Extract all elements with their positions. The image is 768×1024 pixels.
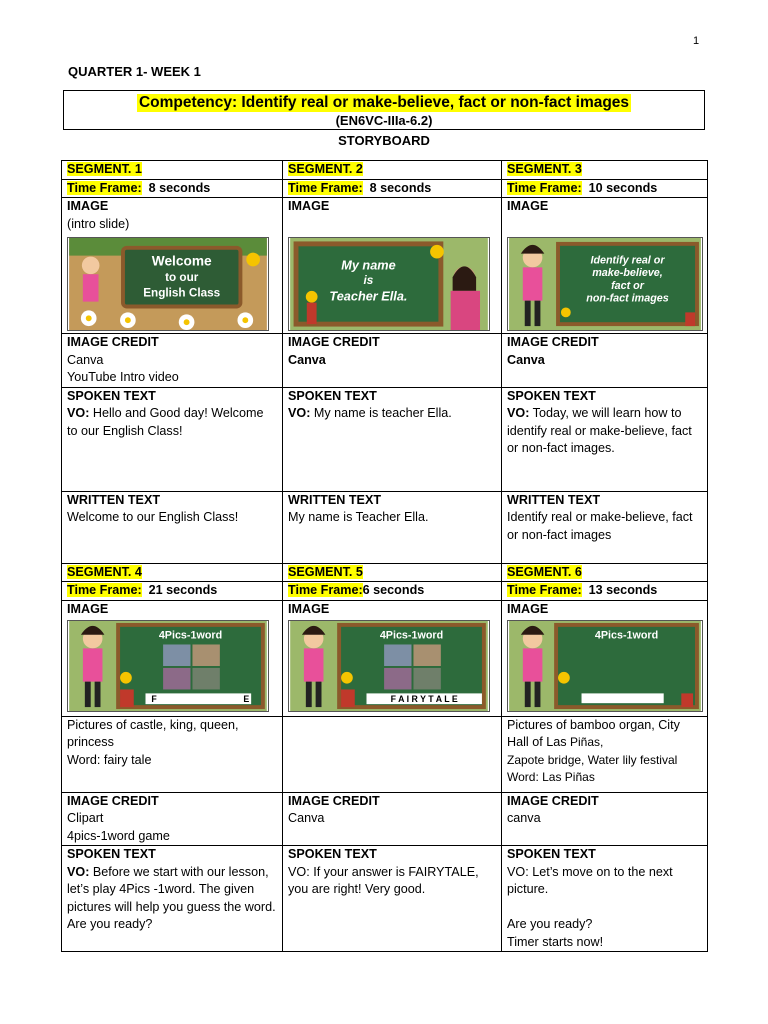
svg-text:Identify real or: Identify real or bbox=[590, 253, 665, 266]
segment-1-written: WRITTEN TEXT Welcome to our English Class! bbox=[62, 491, 283, 563]
segment-3-time: Time Frame: 10 seconds bbox=[502, 179, 708, 198]
table-row bbox=[62, 582, 708, 601]
svg-text:is: is bbox=[363, 273, 374, 287]
segment-2-credit: IMAGE CREDIT Canva bbox=[283, 334, 502, 388]
segment-4-thumbnail bbox=[67, 620, 269, 712]
segment-5-time: Time Frame:6 seconds bbox=[283, 582, 502, 601]
fairytale-answer-image bbox=[289, 621, 489, 711]
table-row bbox=[62, 792, 708, 846]
svg-text:Welcome: Welcome bbox=[151, 253, 212, 269]
svg-text:non-fact images: non-fact images bbox=[586, 292, 669, 305]
four-pics-game-image bbox=[68, 621, 268, 711]
segment-5-image-cell: IMAGE 4Pics-1word F A I R Y T A L E bbox=[283, 600, 502, 716]
segment-1-thumbnail bbox=[67, 237, 269, 331]
segment-4-time: Time Frame: 21 seconds bbox=[62, 582, 283, 601]
segment-3-spoken: SPOKEN TEXT VO: Today, we will learn how to identify real or make-believe, fact or non-fact images. bbox=[502, 387, 708, 491]
segment-1-image-cell: IMAGE (intro slide) Welcome to our English Class bbox=[62, 198, 283, 334]
segment-1-spoken: SPOKEN TEXT VO: Hello and Good day! Welcome to our English Class! bbox=[62, 387, 283, 491]
segment-1-header: SEGMENT. 1 bbox=[62, 161, 283, 180]
segment-3-header: SEGMENT. 3 bbox=[502, 161, 708, 180]
segment-5-header: SEGMENT. 5 bbox=[283, 563, 502, 582]
quarter-heading: QUARTER 1- WEEK 1 bbox=[68, 64, 201, 79]
segment-3-credit: IMAGE CREDIT Canva bbox=[502, 334, 708, 388]
segment-4-spoken: SPOKEN TEXT VO: Before we start with our lesson, let’s play 4Pics -1word. The given pictures will help you guess the word. Are you ready? bbox=[62, 846, 283, 952]
table-row bbox=[62, 387, 708, 491]
las-pinas-game-image bbox=[508, 621, 702, 711]
svg-text:to our: to our bbox=[165, 271, 199, 285]
competency-title: Competency: Identify real or make-believe, fact or non-fact images bbox=[138, 94, 630, 111]
table-row bbox=[62, 716, 708, 792]
storyboard-title: STORYBOARD bbox=[338, 133, 430, 148]
svg-text:fact or: fact or bbox=[611, 279, 644, 292]
lesson-topic-image bbox=[508, 238, 702, 330]
svg-text:F: F bbox=[151, 694, 157, 705]
segment-1-image-note: (intro slide) bbox=[67, 216, 130, 231]
segment-2-spoken: SPOKEN TEXT VO: My name is teacher Ella. bbox=[283, 387, 502, 491]
storyboard-table bbox=[61, 160, 708, 952]
segment-5-thumbnail bbox=[288, 620, 490, 712]
svg-text:F A I R Y T A L E: F A I R Y T A L E bbox=[390, 694, 458, 705]
svg-text:E: E bbox=[243, 694, 250, 705]
svg-text:English Class: English Class bbox=[143, 286, 221, 300]
segment-6-time: Time Frame: 13 seconds bbox=[502, 582, 708, 601]
segment-5-description bbox=[283, 716, 502, 792]
segment-3-thumbnail bbox=[507, 237, 703, 331]
segment-4-header: SEGMENT. 4 bbox=[62, 563, 283, 582]
segment-2-time: Time Frame: 8 seconds bbox=[283, 179, 502, 198]
table-row bbox=[62, 161, 708, 180]
segment-4-credit: IMAGE CREDIT Clipart 4pics-1word game bbox=[62, 792, 283, 846]
segment-2-written: WRITTEN TEXT My name is Teacher Ella. bbox=[283, 491, 502, 563]
segment-6-credit: IMAGE CREDIT canva bbox=[502, 792, 708, 846]
page-number: 1 bbox=[693, 35, 700, 47]
svg-text:Teacher Ella.: Teacher Ella. bbox=[329, 288, 408, 304]
table-row bbox=[62, 334, 708, 388]
table-row bbox=[62, 491, 708, 563]
segment-3-image-cell: IMAGE Identify real or make-believe, fact or non-fact images bbox=[502, 198, 708, 334]
table-row bbox=[62, 179, 708, 198]
segment-1-time: Time Frame: 8 seconds bbox=[62, 179, 283, 198]
segment-6-header: SEGMENT. 6 bbox=[502, 563, 708, 582]
segment-6-thumbnail bbox=[507, 620, 703, 712]
table-row bbox=[62, 600, 708, 716]
welcome-slide-image bbox=[68, 238, 268, 330]
segment-3-written: WRITTEN TEXT Identify real or make-believe, fact or non-fact images bbox=[502, 491, 708, 563]
table-row bbox=[62, 198, 708, 334]
svg-text:4Pics-1word: 4Pics-1word bbox=[158, 629, 223, 642]
table-row bbox=[62, 563, 708, 582]
teacher-intro-image bbox=[289, 238, 489, 330]
competency-code: (EN6VC-IIIa-6.2) bbox=[335, 113, 433, 128]
segment-2-thumbnail bbox=[288, 237, 490, 331]
table-row bbox=[62, 846, 708, 952]
svg-text:4Pics-1word: 4Pics-1word bbox=[379, 629, 444, 642]
segment-6-description: Pictures of bamboo organ, City Hall of Las Piñas, Zapote bridge, Water lily festival Word: Las Piñas bbox=[502, 716, 708, 792]
segment-4-description: Pictures of castle, king, queen, princess Word: fairy tale bbox=[62, 716, 283, 792]
segment-5-credit: IMAGE CREDIT Canva bbox=[283, 792, 502, 846]
svg-text:My name: My name bbox=[341, 256, 396, 272]
svg-text:make-believe,: make-believe, bbox=[592, 266, 663, 279]
segment-1-credit: IMAGE CREDIT Canva YouTube Intro video bbox=[62, 334, 283, 388]
segment-2-header: SEGMENT. 2 bbox=[283, 161, 502, 180]
segment-2-image-cell: IMAGE My name is Teacher Ella. bbox=[283, 198, 502, 334]
segment-4-image-cell: IMAGE 4Pics-1word F E bbox=[62, 600, 283, 716]
segment-5-spoken: SPOKEN TEXT VO: If your answer is FAIRYTALE, you are right! Very good. bbox=[283, 846, 502, 952]
competency-box bbox=[63, 90, 705, 130]
svg-text:4Pics-1word: 4Pics-1word bbox=[594, 629, 659, 642]
segment-6-spoken: SPOKEN TEXT VO: Let’s move on to the next picture. Are you ready? Timer starts now! bbox=[502, 846, 708, 952]
segment-6-image-cell: IMAGE 4Pics-1word bbox=[502, 600, 708, 716]
